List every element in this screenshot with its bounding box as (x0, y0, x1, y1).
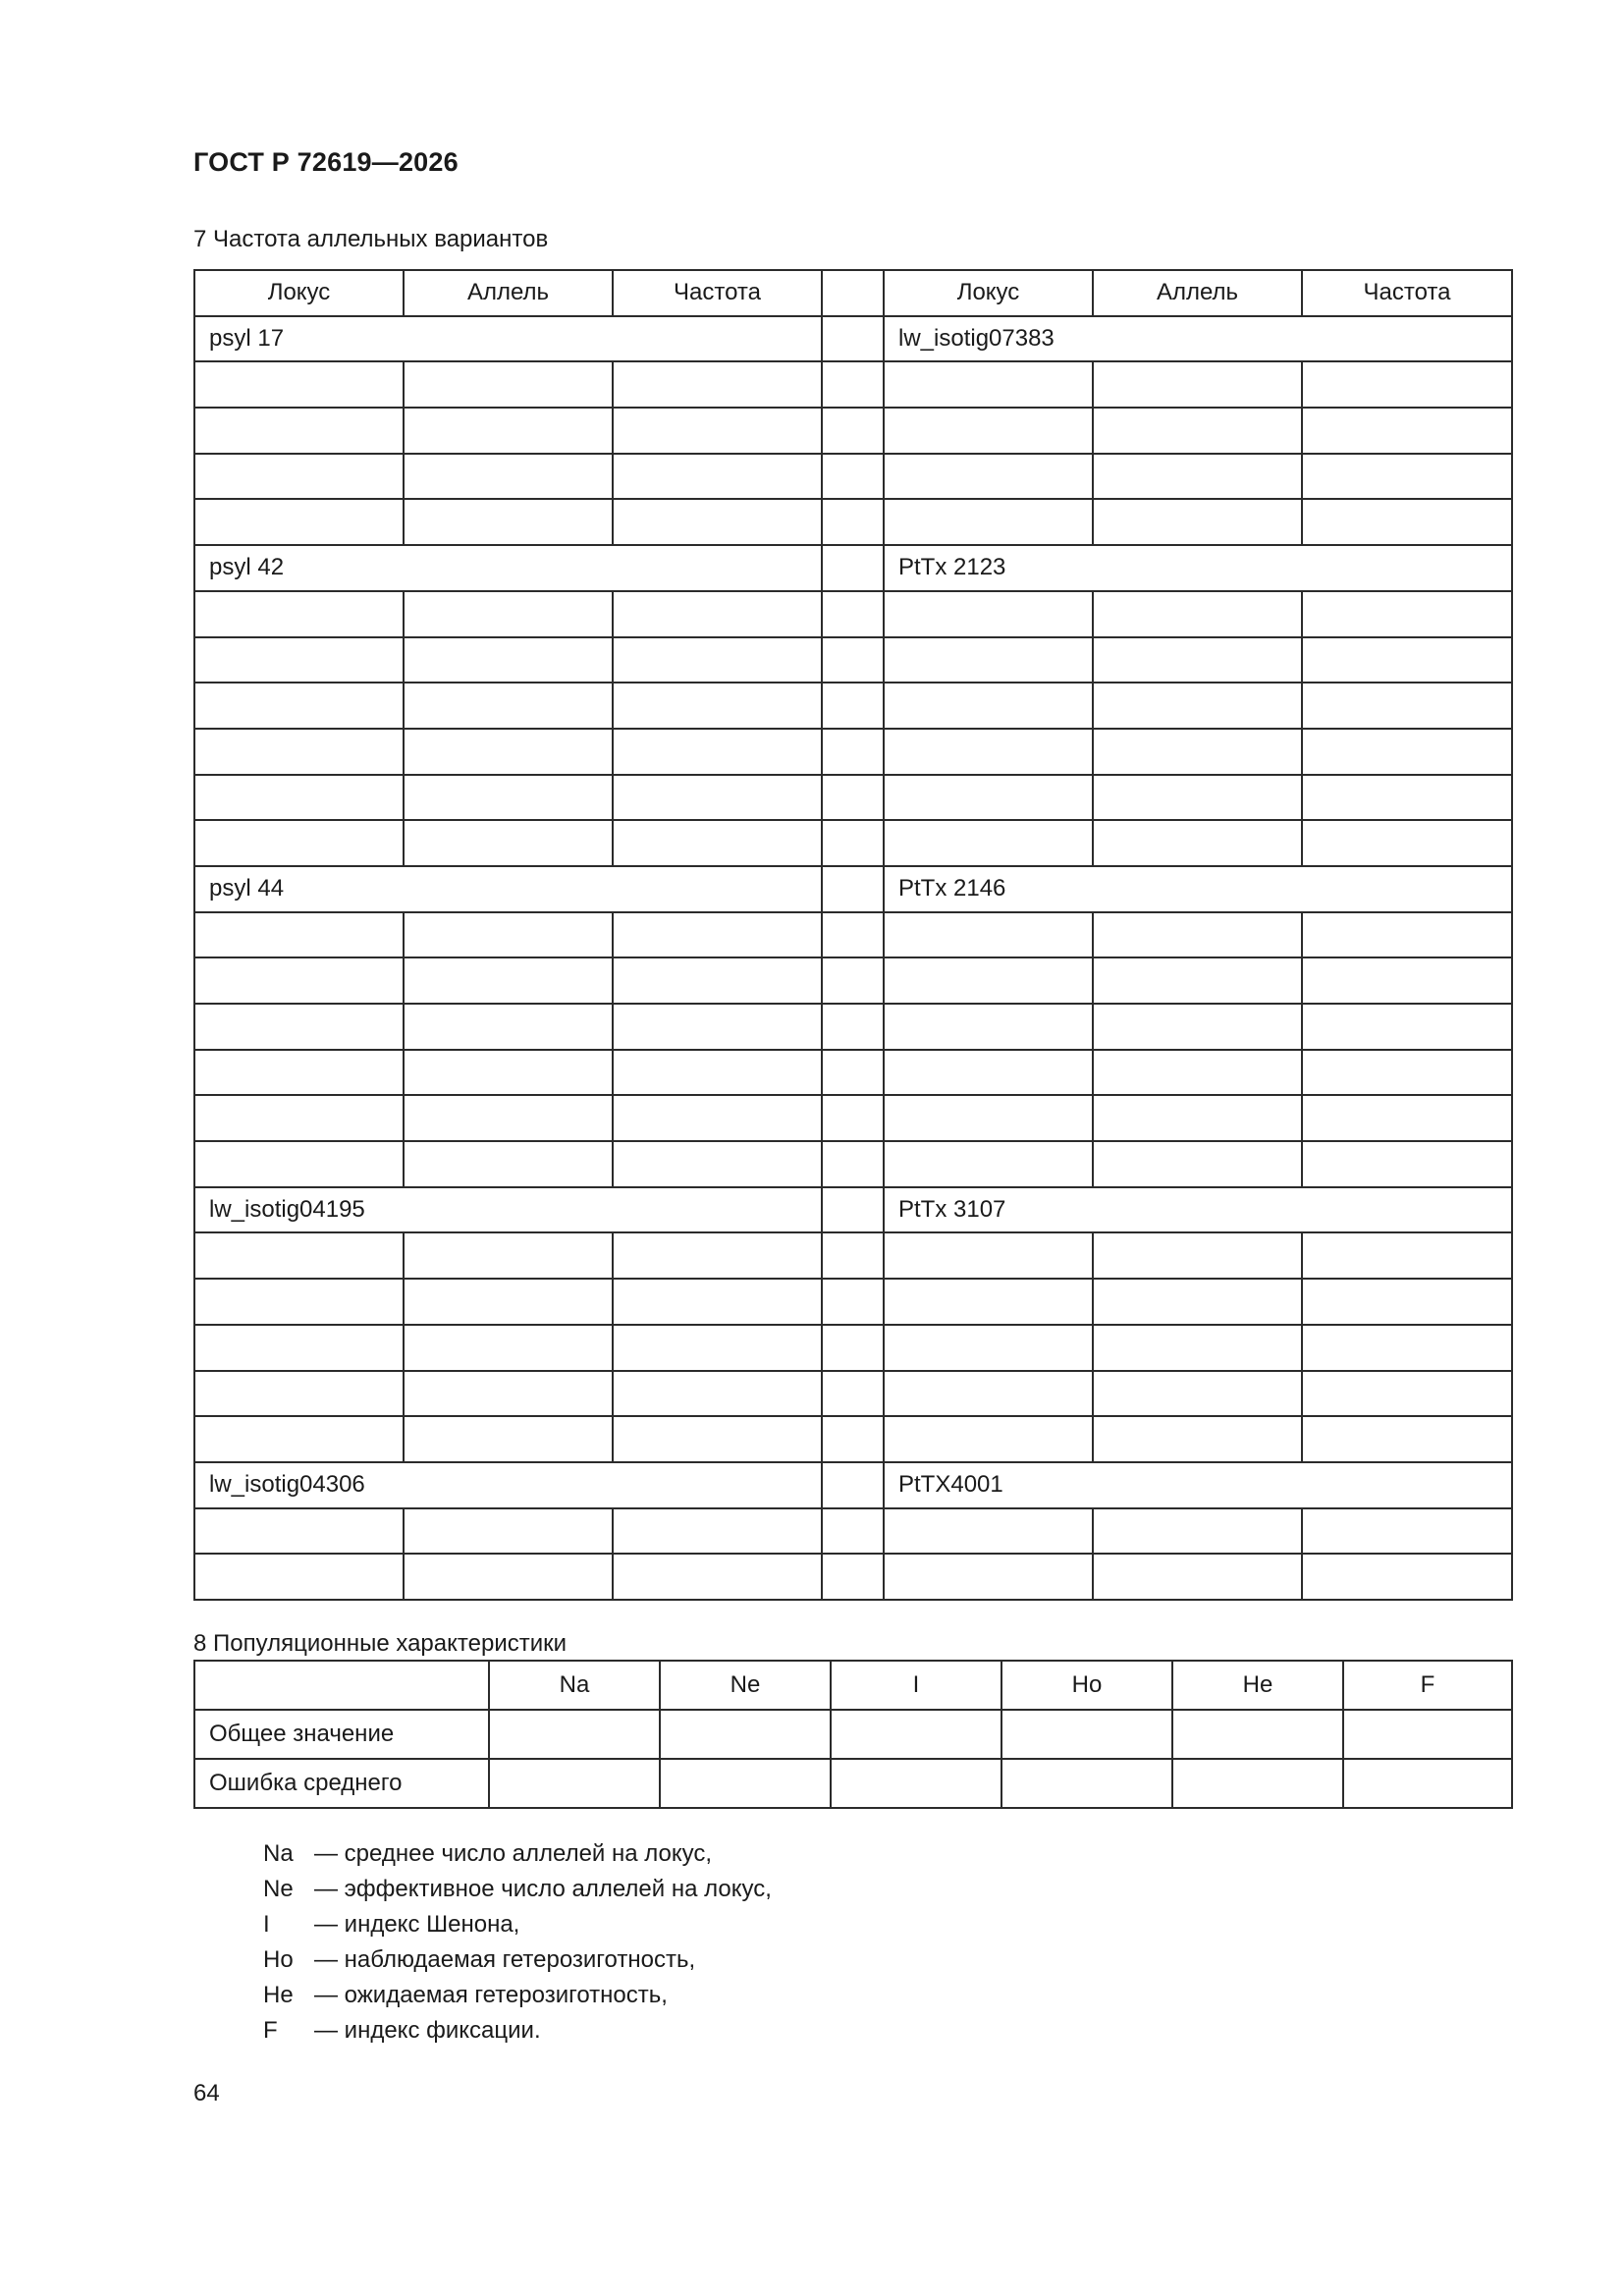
value-cell (404, 775, 613, 821)
value-cell (884, 820, 1093, 866)
allele-frequency-table (193, 269, 1513, 1601)
value-cell (194, 1416, 404, 1462)
value-cell (613, 1508, 822, 1555)
table-header-row (194, 270, 1512, 316)
value-cell (404, 1050, 613, 1096)
table-row (194, 1710, 1512, 1759)
value-cell (404, 1325, 613, 1371)
locus-name-left: psyl 17 (194, 316, 822, 362)
value-cell (884, 1279, 1093, 1325)
value-cell (404, 637, 613, 683)
table-row (194, 361, 1512, 408)
value-cell (404, 499, 613, 545)
value-cell (884, 912, 1093, 958)
column-header: Ho (1001, 1661, 1172, 1710)
value-cell (1093, 1095, 1302, 1141)
spacer-cell (822, 1371, 884, 1417)
table-header-row (194, 1661, 1512, 1710)
table-row (194, 957, 1512, 1004)
value-cell (1343, 1710, 1512, 1759)
value-cell (1093, 408, 1302, 454)
spacer-cell (822, 1004, 884, 1050)
legend-text: — индекс фиксации. (314, 2017, 541, 2044)
value-cell (884, 1416, 1093, 1462)
value-cell (1093, 1279, 1302, 1325)
locus-row (194, 1187, 1512, 1233)
table-row (194, 1279, 1512, 1325)
value-cell (1172, 1710, 1343, 1759)
value-cell (613, 1004, 822, 1050)
value-cell (1093, 1232, 1302, 1279)
spacer-cell (822, 1141, 884, 1187)
value-cell (194, 1232, 404, 1279)
value-cell (1343, 1759, 1512, 1808)
value-cell (404, 729, 613, 775)
value-cell (194, 729, 404, 775)
value-cell (613, 775, 822, 821)
value-cell (194, 454, 404, 500)
spacer-cell (822, 361, 884, 408)
locus-row (194, 545, 1512, 591)
spacer-cell (822, 1095, 884, 1141)
value-cell (1093, 1371, 1302, 1417)
value-cell (194, 1004, 404, 1050)
legend-text: — эффективное число аллелей на локус, (314, 1876, 772, 1902)
value-cell (194, 1279, 404, 1325)
table-row (194, 729, 1512, 775)
legend-abbr: He (263, 1982, 294, 2008)
value-cell (884, 1141, 1093, 1187)
spacer-cell (822, 1508, 884, 1555)
page-number: 64 (193, 2080, 220, 2106)
value-cell (1302, 820, 1512, 866)
legend-abbr: I (263, 1911, 270, 1938)
value-cell (884, 1325, 1093, 1371)
locus-row (194, 1462, 1512, 1508)
row-label: Ошибка среднего (194, 1759, 489, 1808)
spacer-cell (822, 957, 884, 1004)
value-cell (884, 1232, 1093, 1279)
value-cell (404, 820, 613, 866)
value-cell (1093, 591, 1302, 637)
legend-item (263, 2013, 772, 2049)
value-cell (1172, 1759, 1343, 1808)
section-7-title: 7 Частота аллельных вариантов (193, 226, 549, 252)
spacer-cell (822, 1187, 884, 1233)
legend-text: — ожидаемая гетерозиготность, (314, 1982, 668, 2008)
value-cell (194, 912, 404, 958)
locus-name-right: lw_isotig07383 (884, 316, 1512, 362)
value-cell (613, 683, 822, 729)
column-header: Частота (1302, 270, 1512, 316)
table-row (194, 1004, 1512, 1050)
value-cell (613, 1141, 822, 1187)
value-cell (1093, 1325, 1302, 1371)
spacer-cell (822, 408, 884, 454)
value-cell (884, 408, 1093, 454)
value-cell (613, 1554, 822, 1600)
column-header: He (1172, 1661, 1343, 1710)
value-cell (660, 1710, 831, 1759)
table-row (194, 591, 1512, 637)
locus-row (194, 316, 1512, 362)
column-header: Локус (194, 270, 404, 316)
table-row (194, 1095, 1512, 1141)
locus-row (194, 866, 1512, 912)
legend-abbr: Ne (263, 1876, 294, 1902)
value-cell (1093, 775, 1302, 821)
value-cell (194, 957, 404, 1004)
population-characteristics-table (193, 1660, 1513, 1809)
legend-item (263, 1836, 772, 1872)
value-cell (404, 912, 613, 958)
value-cell (884, 1004, 1093, 1050)
value-cell (194, 1050, 404, 1096)
value-cell (884, 683, 1093, 729)
locus-name-left: psyl 44 (194, 866, 822, 912)
spacer-cell (822, 1416, 884, 1462)
spacer-cell (822, 1232, 884, 1279)
table-row (194, 1232, 1512, 1279)
spacer-cell (822, 912, 884, 958)
value-cell (1302, 1050, 1512, 1096)
value-cell (613, 957, 822, 1004)
legend-text: — среднее число аллелей на локус, (314, 1840, 713, 1867)
value-cell (1302, 1554, 1512, 1600)
value-cell (1093, 361, 1302, 408)
spacer-cell (822, 1050, 884, 1096)
value-cell (884, 361, 1093, 408)
value-cell (884, 454, 1093, 500)
value-cell (884, 957, 1093, 1004)
value-cell (613, 1232, 822, 1279)
value-cell (884, 1050, 1093, 1096)
locus-name-right: PtTX4001 (884, 1462, 1512, 1508)
value-cell (613, 1095, 822, 1141)
value-cell (884, 729, 1093, 775)
column-header: F (1343, 1661, 1512, 1710)
value-cell (404, 1508, 613, 1555)
value-cell (1093, 454, 1302, 500)
value-cell (1302, 408, 1512, 454)
value-cell (404, 1095, 613, 1141)
locus-name-right: PtTx 2146 (884, 866, 1512, 912)
value-cell (1093, 499, 1302, 545)
legend-abbr: Ho (263, 1946, 294, 1973)
value-cell (1302, 1004, 1512, 1050)
value-cell (1093, 1141, 1302, 1187)
value-cell (1093, 957, 1302, 1004)
legend-text: — наблюдаемая гетерозиготность, (314, 1946, 696, 1973)
value-cell (1302, 1095, 1512, 1141)
value-cell (404, 408, 613, 454)
legend-item (263, 1942, 772, 1978)
value-cell (613, 729, 822, 775)
value-cell (404, 1416, 613, 1462)
legend-abbr: Na (263, 1840, 294, 1867)
value-cell (884, 1095, 1093, 1141)
legend-abbr: F (263, 2017, 278, 2044)
spacer-cell (822, 545, 884, 591)
value-cell (613, 912, 822, 958)
column-header: Ne (660, 1661, 831, 1710)
section-8-title: 8 Популяционные характеристики (193, 1630, 568, 1657)
value-cell (194, 637, 404, 683)
value-cell (831, 1759, 1001, 1808)
column-header: Na (489, 1661, 660, 1710)
spacer-cell (822, 591, 884, 637)
value-cell (1093, 1554, 1302, 1600)
value-cell (1302, 1279, 1512, 1325)
value-cell (404, 1141, 613, 1187)
value-cell (613, 499, 822, 545)
locus-name-right: PtTx 3107 (884, 1187, 1512, 1233)
value-cell (404, 957, 613, 1004)
spacer-cell (822, 1554, 884, 1600)
table-row (194, 454, 1512, 500)
value-cell (194, 1141, 404, 1187)
value-cell (404, 591, 613, 637)
value-cell (1001, 1759, 1172, 1808)
value-cell (884, 637, 1093, 683)
table-row (194, 408, 1512, 454)
value-cell (1302, 1232, 1512, 1279)
value-cell (194, 1371, 404, 1417)
value-cell (884, 775, 1093, 821)
value-cell (884, 499, 1093, 545)
value-cell (1302, 1416, 1512, 1462)
value-cell (1093, 1508, 1302, 1555)
value-cell (1302, 1141, 1512, 1187)
value-cell (194, 1095, 404, 1141)
value-cell (194, 499, 404, 545)
value-cell (884, 1508, 1093, 1555)
spacer-cell (822, 637, 884, 683)
column-header: Аллель (1093, 270, 1302, 316)
value-cell (613, 408, 822, 454)
value-cell (613, 361, 822, 408)
value-cell (613, 1050, 822, 1096)
value-cell (884, 1554, 1093, 1600)
column-header: Локус (884, 270, 1093, 316)
value-cell (194, 361, 404, 408)
value-cell (404, 454, 613, 500)
value-cell (194, 408, 404, 454)
value-cell (194, 1508, 404, 1555)
value-cell (404, 361, 613, 408)
value-cell (404, 1554, 613, 1600)
spacer-cell (822, 454, 884, 500)
abbreviation-legend (263, 1836, 772, 2049)
spacer-cell (822, 316, 884, 362)
value-cell (613, 1325, 822, 1371)
value-cell (613, 591, 822, 637)
table-row (194, 775, 1512, 821)
value-cell (1302, 775, 1512, 821)
value-cell (1302, 1508, 1512, 1555)
value-cell (613, 454, 822, 500)
value-cell (1093, 1050, 1302, 1096)
spacer-cell (822, 775, 884, 821)
value-cell (1302, 683, 1512, 729)
table-row (194, 1416, 1512, 1462)
value-cell (1001, 1710, 1172, 1759)
value-cell (1093, 820, 1302, 866)
table-row (194, 1141, 1512, 1187)
spacer-cell (822, 1325, 884, 1371)
value-cell (1302, 499, 1512, 545)
table-row (194, 1050, 1512, 1096)
value-cell (1093, 912, 1302, 958)
value-cell (884, 1371, 1093, 1417)
value-cell (404, 1279, 613, 1325)
column-header: I (831, 1661, 1001, 1710)
value-cell (831, 1710, 1001, 1759)
value-cell (404, 683, 613, 729)
value-cell (404, 1232, 613, 1279)
value-cell (1093, 729, 1302, 775)
document-header: ГОСТ Р 72619—2026 (193, 147, 459, 177)
value-cell (613, 820, 822, 866)
table-row (194, 1325, 1512, 1371)
table-row (194, 1554, 1512, 1600)
value-cell (489, 1710, 660, 1759)
value-cell (194, 820, 404, 866)
value-cell (1302, 729, 1512, 775)
locus-name-left: lw_isotig04195 (194, 1187, 822, 1233)
value-cell (613, 1371, 822, 1417)
allele-table-body (194, 316, 1512, 1600)
locus-name-left: lw_isotig04306 (194, 1462, 822, 1508)
spacer-cell (822, 499, 884, 545)
legend-item (263, 1872, 772, 1907)
table-row (194, 683, 1512, 729)
value-cell (613, 1416, 822, 1462)
value-cell (1302, 637, 1512, 683)
legend-text: — индекс Шенона, (314, 1911, 520, 1938)
value-cell (1302, 1371, 1512, 1417)
value-cell (194, 591, 404, 637)
value-cell (1302, 1325, 1512, 1371)
value-cell (1302, 957, 1512, 1004)
empty-corner-cell (194, 1661, 489, 1710)
value-cell (1093, 1004, 1302, 1050)
spacer-cell (822, 820, 884, 866)
spacer-cell (822, 683, 884, 729)
value-cell (404, 1004, 613, 1050)
spacer-column-header (822, 270, 884, 316)
value-cell (1302, 591, 1512, 637)
table-row (194, 1508, 1512, 1555)
legend-item (263, 1978, 772, 2013)
legend-item (263, 1907, 772, 1942)
locus-name-right: PtTx 2123 (884, 545, 1512, 591)
spacer-cell (822, 1279, 884, 1325)
value-cell (194, 1325, 404, 1371)
locus-name-left: psyl 42 (194, 545, 822, 591)
value-cell (1302, 912, 1512, 958)
column-header: Частота (613, 270, 822, 316)
table-row (194, 637, 1512, 683)
value-cell (613, 1279, 822, 1325)
value-cell (194, 775, 404, 821)
value-cell (613, 637, 822, 683)
spacer-cell (822, 1462, 884, 1508)
table-row (194, 1371, 1512, 1417)
row-label: Общее значение (194, 1710, 489, 1759)
value-cell (194, 683, 404, 729)
value-cell (1093, 1416, 1302, 1462)
value-cell (194, 1554, 404, 1600)
spacer-cell (822, 729, 884, 775)
value-cell (404, 1371, 613, 1417)
value-cell (1302, 454, 1512, 500)
value-cell (1093, 683, 1302, 729)
value-cell (1093, 637, 1302, 683)
value-cell (660, 1759, 831, 1808)
value-cell (1302, 361, 1512, 408)
column-header: Аллель (404, 270, 613, 316)
value-cell (884, 591, 1093, 637)
table-row (194, 912, 1512, 958)
table-row (194, 499, 1512, 545)
value-cell (489, 1759, 660, 1808)
spacer-cell (822, 866, 884, 912)
table-row (194, 1759, 1512, 1808)
table-row (194, 820, 1512, 866)
